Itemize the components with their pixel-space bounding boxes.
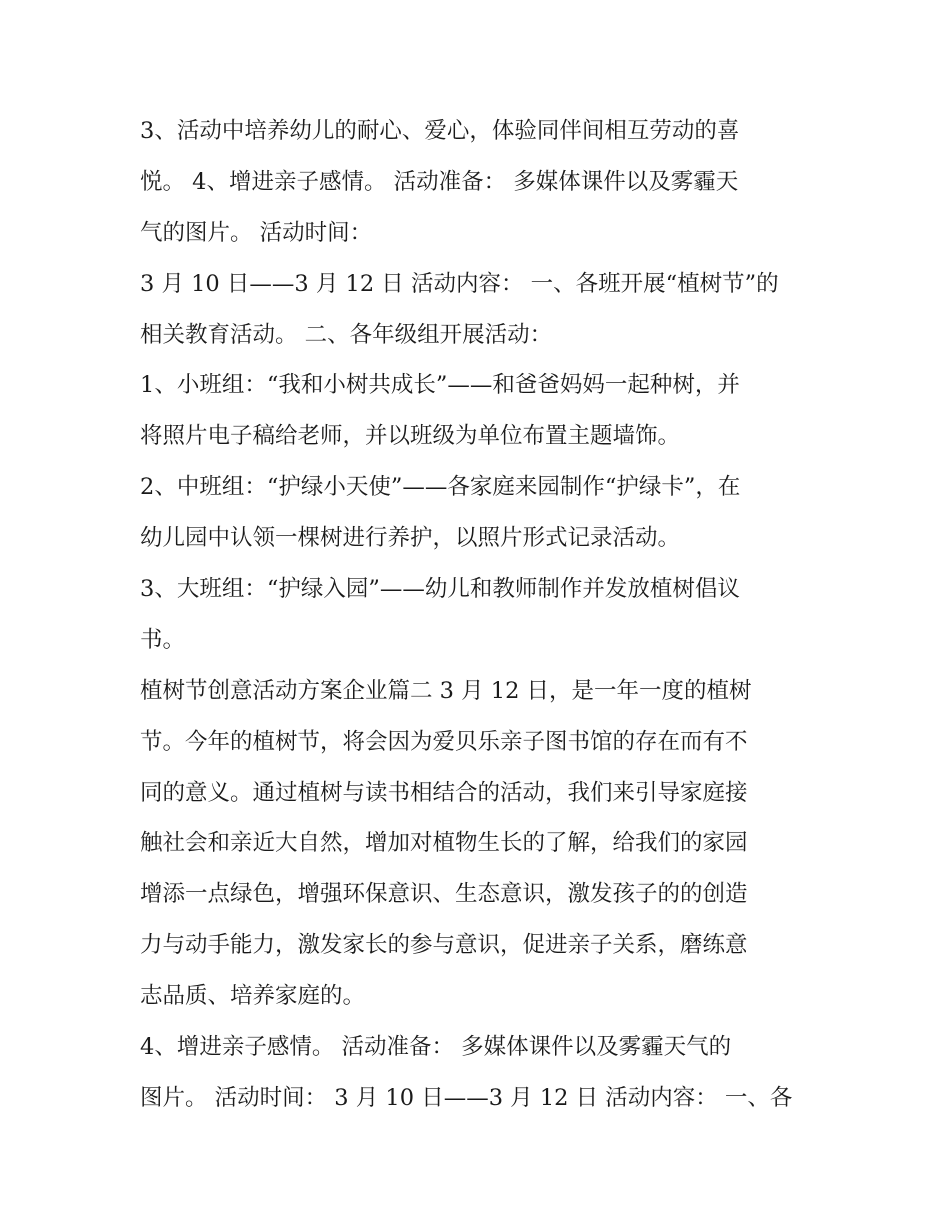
text-line-14: 同的意义。通过植树与读书相结合的活动，我们来引导家庭接 bbox=[140, 779, 748, 806]
text-line-17: 力与动手能力，激发家长的参与意识，促进亲子关系，磨练意 bbox=[140, 932, 748, 959]
text-line-6: 1、小班组：“我和小树共成长”——和爸爸妈妈一起种树，并 bbox=[140, 372, 740, 399]
text-line-5: 相关教育活动。 二、各年级组开展活动： bbox=[140, 321, 553, 348]
text-line-11: 书。 bbox=[140, 626, 186, 653]
text-line-1: 3、活动中培养幼儿的耐心、爱心，体验同伴间相互劳动的喜 bbox=[140, 118, 740, 144]
text-line-2: 悦。 4、增进亲子感情。 活动准备： 多媒体课件以及雾霾天 bbox=[140, 168, 739, 195]
text-line-7: 将照片电子稿给老师，并以班级为单位布置主题墙饰。 bbox=[140, 423, 681, 450]
text-line-8: 2、中班组：“护绿小天使”——各家庭来园制作“护绿卡”，在 bbox=[140, 474, 741, 501]
text-line-4: 3 月 10 日——3 月 12 日 活动内容： 一、各班开展“植树节”的 bbox=[140, 270, 779, 297]
text-line-10: 3、大班组：“护绿入园”——幼儿和教师制作并发放植树倡议 bbox=[140, 576, 740, 603]
text-line-19: 4、增进亲子感情。 活动准备： 多媒体课件以及雾霾天气的 bbox=[140, 1034, 732, 1061]
text-line-3: 气的图片。 活动时间： bbox=[140, 219, 373, 246]
text-line-20: 图片。 活动时间： 3 月 10 日——3 月 12 日 活动内容： 一、各 bbox=[140, 1084, 793, 1111]
document-body bbox=[140, 106, 820, 1124]
text-line-9: 幼儿园中认领一棵树进行养护，以照片形式记录活动。 bbox=[140, 525, 681, 552]
text-line-13: 节。今年的植树节，将会因为爱贝乐亲子图书馆的存在而有不 bbox=[140, 728, 748, 755]
text-line-15: 触社会和亲近大自然，增加对植物生长的了解，给我们的家园 bbox=[140, 830, 748, 857]
text-line-16: 增添一点绿色，增强环保意识、生态意识，激发孩子的的创造 bbox=[140, 881, 748, 908]
text-line-12: 植树节创意活动方案企业篇二 3 月 12 日，是一年一度的植树 bbox=[140, 677, 752, 704]
text-line-18: 志品质、培养家庭的。 bbox=[140, 983, 366, 1010]
